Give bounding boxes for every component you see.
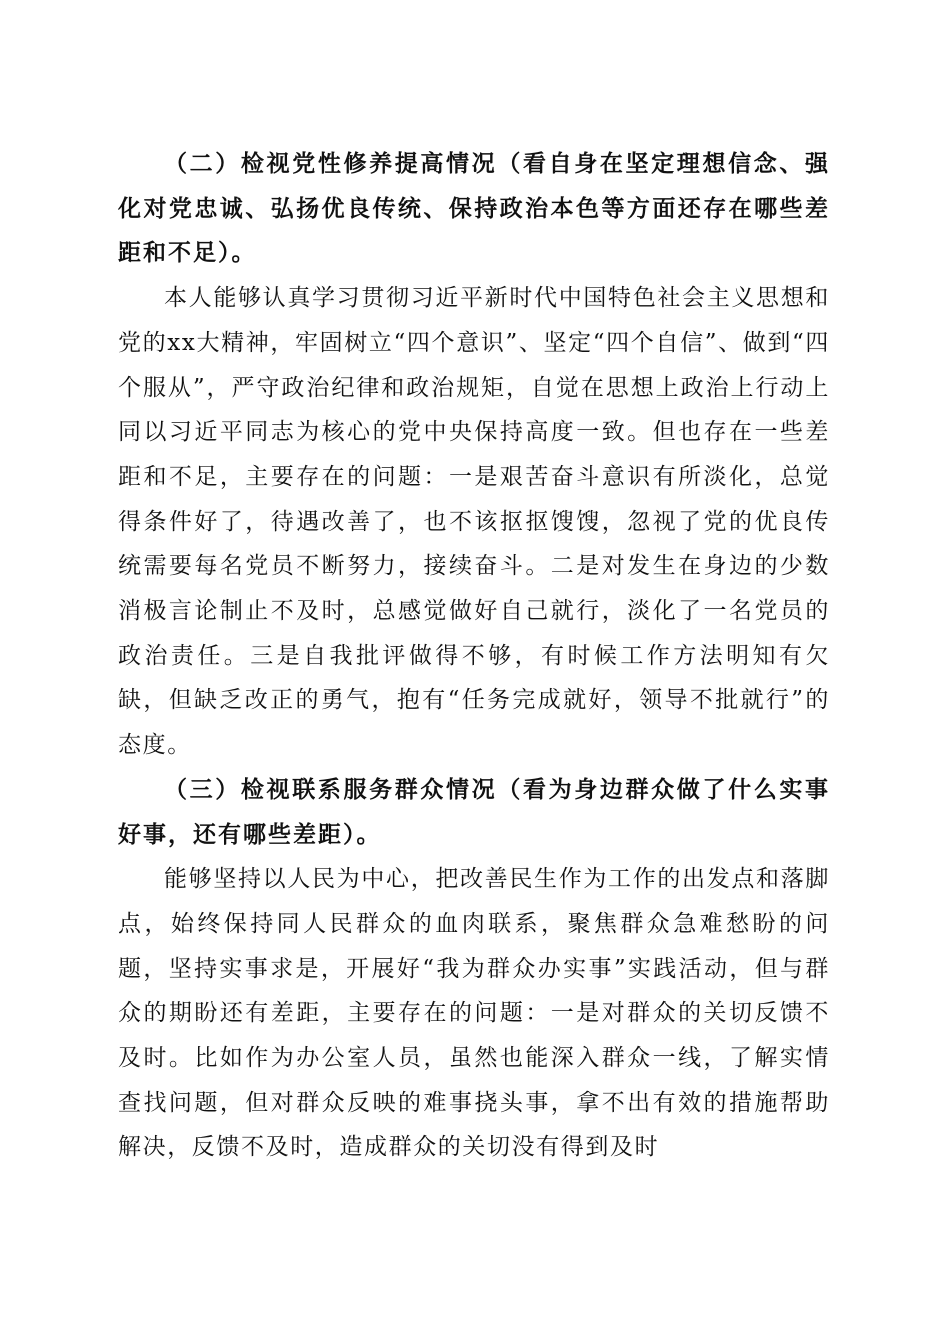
section-body-2: 本人能够认真学习贯彻习近平新时代中国特色社会主义思想和党的xx大精神，牢固树立“四个意识”、坚定“四个自信”、做到“四个服从”，严守政治纪律和政治规矩，自觉在思想上政治上行动上同以习近平同志为核心的党中央保持高度一致。但也存在一些差距和不足，主要存在的问题：一是艰苦奋斗意识有所淡化，总觉得条件好了，待遇改善了，也不该抠抠馊馊，忽视了党的优良传统需要每名党员不断努力，接续奋斗。二是对发生在身边的少数消极言论制止不及时，总感觉做好自己就行，淡化了一名党员的政治责任。三是自我批评做得不够，有时候工作方法明知有欠缺，但缺乏改正的勇气，抱有“任务完成就好，领导不批就行”的态度。 <box>118 285 830 759</box>
document-body <box>118 142 830 1170</box>
section-heading-3: （三）检视联系服务群众情况（看为身边群众做了什么实事好事，还有哪些差距）。 <box>118 776 830 848</box>
section-body-3: 能够坚持以人民为中心，把改善民生作为工作的出发点和落脚点，始终保持同人民群众的血肉联系，聚焦群众急难愁盼的问题，坚持实事求是，开展好“我为群众办实事”实践活动，但与群众的期盼还有差距，主要存在的问题：一是对群众的关切反馈不及时。比如作为办公室人员，虽然也能深入群众一线，了解实情查找问题，但对群众反映的难事挠头事，拿不出有效的措施帮助解决，反馈不及时，造成群众的关切没有得到及时 <box>118 866 830 1161</box>
section-heading-2: （二）检视党性修养提高情况（看自身在坚定理想信念、强化对党忠诚、弘扬优良传统、保持政治本色等方面还存在哪些差距和不足）。 <box>118 151 830 267</box>
